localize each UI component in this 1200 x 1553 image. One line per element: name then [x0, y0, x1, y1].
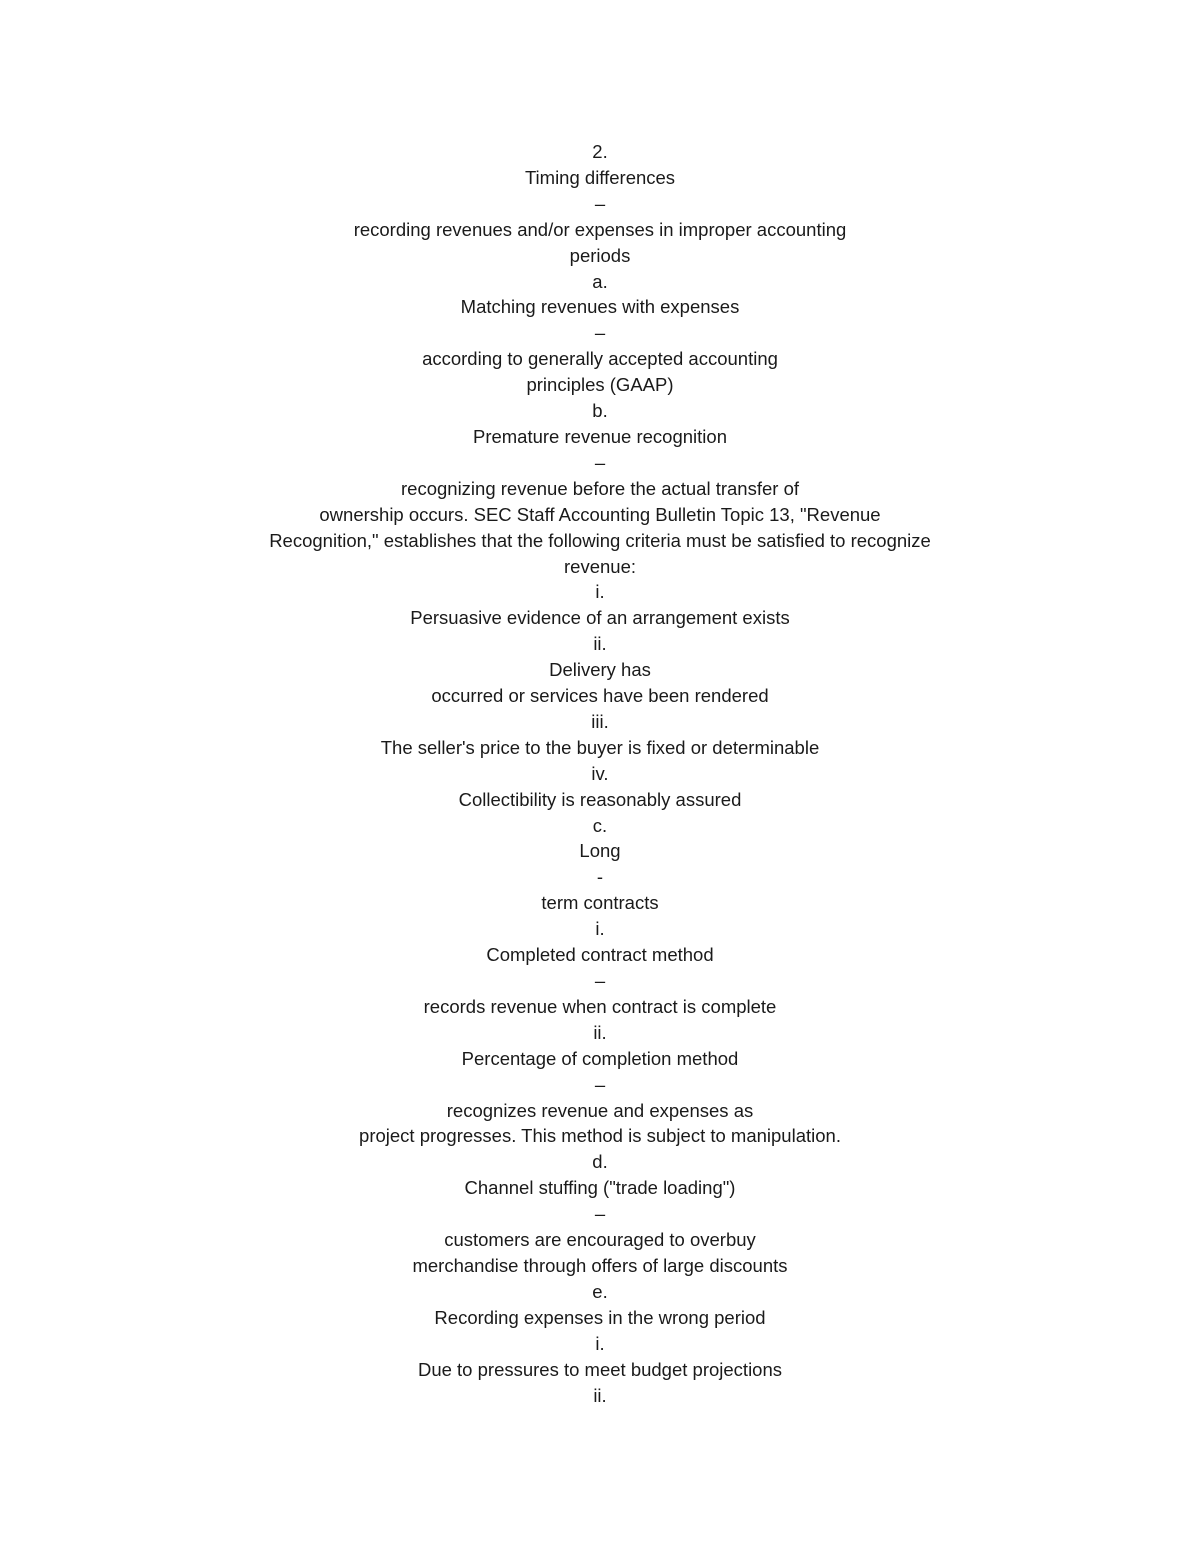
subitem-marker: iii. [591, 710, 609, 732]
subitem-marker: ii. [593, 1384, 607, 1406]
subitem-text: occurred or services have been rendered [431, 685, 769, 707]
item-description: according to generally accepted accounting [422, 348, 778, 370]
item-heading: term contracts [541, 892, 659, 914]
item-marker: a. [592, 270, 608, 292]
item-description: principles (GAAP) [526, 374, 674, 396]
section-number: 2. [592, 141, 608, 162]
subitem-text: The seller's price to the buyer is fixed or determinable [380, 736, 820, 758]
dash-separator: – [594, 451, 606, 473]
item-heading: Recording expenses in the wrong period [434, 1306, 766, 1328]
subitem-marker: iv. [591, 762, 609, 784]
dash-separator: – [594, 192, 606, 214]
item-heading: Premature revenue recognition [472, 425, 727, 447]
subitem-text: Due to pressures to meet budget projections [417, 1358, 783, 1380]
dash-separator: – [594, 1203, 606, 1225]
item-heading: Matching revenues with expenses [460, 296, 740, 318]
hyphen-separator: - [596, 866, 604, 888]
item-heading: Long [579, 840, 621, 862]
subitem-text: Collectibility is reasonably assured [458, 788, 742, 810]
section-description: periods [569, 244, 631, 266]
item-description: ownership occurs. SEC Staff Accounting Bulletin Topic 13, "Revenue [319, 503, 881, 525]
item-marker: e. [592, 1280, 608, 1302]
subitem-marker: i. [595, 918, 605, 940]
subitem-text: Persuasive evidence of an arrangement exists [410, 607, 790, 629]
subitem-heading: Percentage of completion method [461, 1047, 739, 1069]
subitem-heading: Completed contract method [486, 944, 714, 966]
subitem-text: records revenue when contract is complete [423, 995, 777, 1017]
subitem-text: project progresses. This method is subject to manipulation. [359, 1125, 841, 1147]
subitem-marker: ii. [593, 1021, 607, 1043]
dash-separator: – [594, 970, 606, 991]
subitem-marker: i. [595, 581, 605, 603]
item-description: revenue: [564, 555, 636, 577]
subitem-text: Delivery has [549, 659, 651, 681]
section-heading: Timing differences [524, 166, 676, 188]
item-marker: d. [592, 1151, 608, 1173]
item-description: Recognition," establishes that the following criteria must be satisfied to recognize [269, 529, 931, 551]
subitem-marker: i. [595, 1332, 605, 1354]
document-body [0, 139, 1200, 1408]
item-heading: Channel stuffing ("trade loading") [464, 1177, 736, 1199]
subitem-marker: ii. [593, 633, 607, 655]
item-description: merchandise through offers of large discounts [412, 1254, 788, 1276]
item-marker: b. [592, 400, 608, 422]
section-description: recording revenues and/or expenses in improper accounting [353, 218, 847, 240]
dash-separator: – [594, 1073, 606, 1095]
dash-separator: – [594, 322, 606, 344]
item-description: customers are encouraged to overbuy [444, 1229, 756, 1251]
subitem-text: recognizes revenue and expenses as [446, 1099, 754, 1121]
item-marker: c. [592, 814, 608, 836]
item-description: recognizing revenue before the actual transfer of [401, 477, 799, 499]
